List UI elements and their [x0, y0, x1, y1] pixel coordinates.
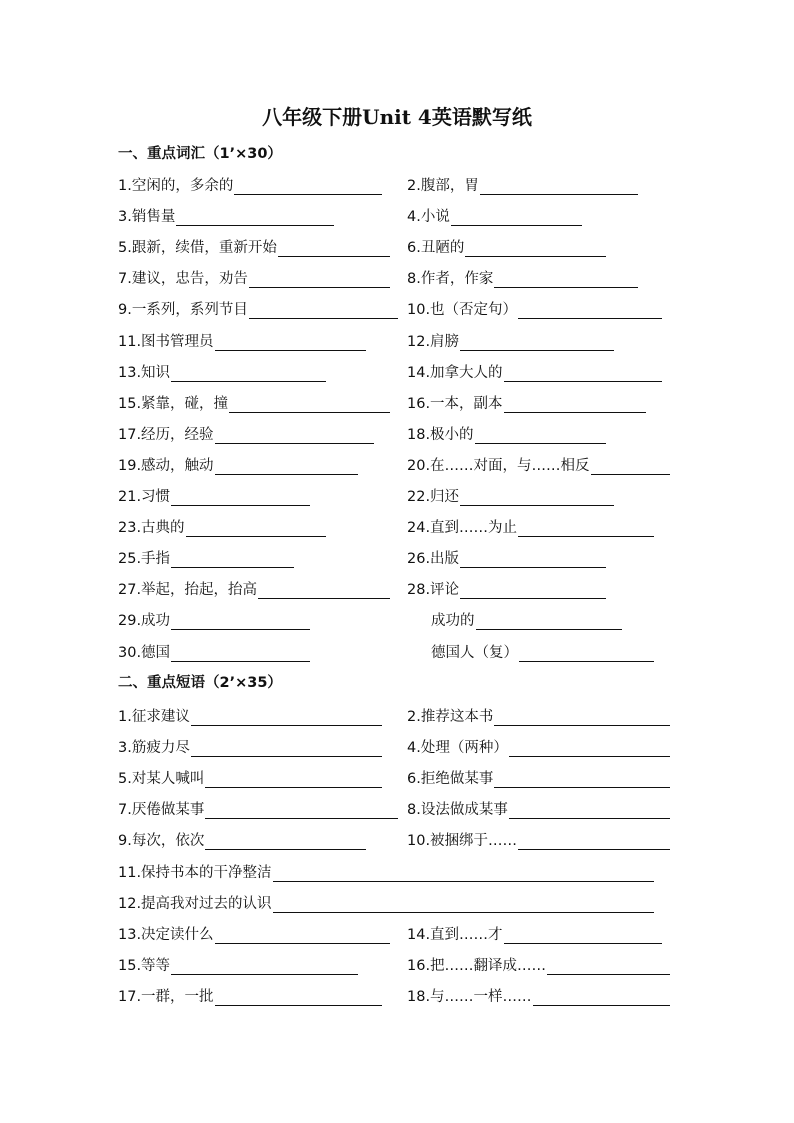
answer-blank[interactable]: [509, 802, 670, 819]
left-item: [118, 608, 310, 630]
answer-blank[interactable]: [171, 958, 358, 975]
right-item-label: 12.肩膀: [407, 333, 460, 350]
left-item-label: 30.德国: [118, 644, 171, 661]
answer-blank[interactable]: [234, 178, 382, 195]
right-item-label: 2.腹部，胃: [407, 178, 479, 194]
left-item: [118, 297, 398, 319]
left-item-label: 5.跟新，续借，重新开始: [118, 240, 277, 257]
answer-blank[interactable]: [518, 302, 662, 319]
answer-blank[interactable]: [273, 865, 654, 882]
left-item: [118, 515, 326, 537]
answer-blank[interactable]: [171, 551, 294, 568]
left-item-label: 25.手指: [118, 551, 171, 568]
answer-blank[interactable]: [460, 582, 606, 599]
right-item: [407, 953, 670, 975]
right-item-label: 14.直到……才: [407, 926, 503, 943]
answer-blank[interactable]: [494, 771, 670, 788]
right-item: [407, 922, 662, 944]
answer-blank[interactable]: [273, 896, 654, 913]
answer-blank[interactable]: [258, 582, 390, 599]
right-item: [407, 704, 670, 726]
answer-blank[interactable]: [278, 240, 390, 257]
answer-blank[interactable]: [451, 209, 582, 226]
right-item: [407, 546, 606, 568]
left-item-label: 19.感动，触动: [118, 457, 214, 474]
right-item: [407, 360, 662, 382]
left-item-label: 17.经历，经验: [118, 426, 214, 443]
left-item-label: 3.销售量: [118, 209, 176, 226]
left-item-label: 1.征求建议: [118, 709, 190, 725]
right-item: [407, 828, 670, 850]
right-item-label: 4.小说: [407, 209, 450, 226]
right-item: [407, 515, 654, 537]
full-item-label: 11.保持书本的干净整洁: [118, 864, 272, 881]
answer-blank[interactable]: [215, 458, 358, 475]
right-item-label: 德国人（复）: [431, 644, 518, 661]
answer-blank[interactable]: [533, 989, 670, 1006]
answer-blank[interactable]: [519, 645, 654, 662]
right-item-label: 6.拒绝做某事: [407, 771, 494, 788]
left-item-label: 23.古典的: [118, 520, 185, 537]
answer-blank[interactable]: [476, 613, 623, 630]
left-item-label: 13.知识: [118, 364, 171, 381]
right-item-label: 16.把……翻译成……: [407, 957, 547, 974]
answer-blank[interactable]: [171, 613, 310, 630]
right-item: [407, 297, 662, 319]
full-item: [118, 860, 654, 882]
right-item: [407, 453, 670, 475]
left-item: [118, 640, 310, 662]
left-item: [118, 546, 294, 568]
answer-blank[interactable]: [171, 489, 310, 506]
answer-blank[interactable]: [205, 771, 382, 788]
answer-blank[interactable]: [547, 958, 670, 975]
left-item: [118, 422, 374, 444]
left-item-label: 11.图书管理员: [118, 333, 214, 350]
right-item-label: 4.处理（两种）: [407, 740, 508, 757]
right-item-label: 16.一本，副本: [407, 395, 503, 412]
left-item-label: 9.一系列，系列节目: [118, 302, 248, 319]
right-item-label: 10.被捆绑于……: [407, 833, 518, 850]
answer-blank[interactable]: [494, 271, 638, 288]
right-item: [431, 608, 622, 630]
left-item: [118, 922, 390, 944]
right-item: [407, 266, 638, 288]
left-item: [118, 360, 326, 382]
answer-blank[interactable]: [509, 740, 670, 757]
answer-blank[interactable]: [186, 520, 326, 537]
answer-blank[interactable]: [191, 740, 382, 757]
right-item: [407, 577, 606, 599]
right-item-label: 20.在……对面，与……相反: [407, 457, 590, 474]
answer-blank[interactable]: [465, 240, 606, 257]
left-item-label: 29.成功: [118, 613, 171, 630]
answer-blank[interactable]: [171, 645, 310, 662]
right-item-label: 8.作者，作家: [407, 271, 494, 288]
answer-blank[interactable]: [480, 178, 638, 195]
right-item: [407, 797, 670, 819]
answer-blank[interactable]: [504, 396, 646, 413]
right-item: [407, 204, 582, 226]
right-item-label: 18.与……一样……: [407, 988, 532, 1005]
answer-blank[interactable]: [249, 302, 398, 319]
full-item-label: 12.提高我对过去的认识: [118, 895, 272, 912]
left-item: [118, 484, 310, 506]
left-item: [118, 204, 334, 226]
right-item: [407, 484, 614, 506]
left-item-label: 17.一群，一批: [118, 988, 214, 1005]
left-item: [118, 453, 358, 475]
left-item: [118, 735, 382, 757]
answer-blank[interactable]: [591, 458, 670, 475]
right-item: [407, 329, 614, 351]
left-item-label: 3.筋疲力尽: [118, 740, 190, 757]
right-item: [431, 640, 654, 662]
answer-blank[interactable]: [518, 520, 654, 537]
answer-blank[interactable]: [205, 802, 398, 819]
left-item: [118, 704, 382, 726]
right-item-label: 2.推荐这本书: [407, 709, 494, 725]
left-item-label: 5.对某人喊叫: [118, 771, 205, 788]
right-item-label: 10.也（否定句）: [407, 302, 518, 319]
answer-blank[interactable]: [504, 927, 662, 944]
left-item: [118, 266, 390, 288]
left-item-label: 15.紧靠，碰，撞: [118, 395, 229, 412]
answer-blank[interactable]: [460, 334, 614, 351]
left-item: [118, 766, 382, 788]
left-item-label: 21.习惯: [118, 489, 171, 505]
right-item: [407, 735, 670, 757]
right-item-label: 成功的: [431, 613, 475, 630]
left-item-label: 15.等等: [118, 957, 171, 974]
right-item-label: 28.评论: [407, 582, 460, 599]
left-item-label: 7.厌倦做某事: [118, 802, 205, 819]
answer-blank[interactable]: [215, 927, 390, 944]
left-item: [118, 828, 366, 850]
right-item-label: 6.丑陋的: [407, 240, 465, 257]
left-item: [118, 329, 366, 351]
page-title: 八年级下册Unit 4英语默写纸: [262, 105, 532, 129]
answer-blank[interactable]: [215, 989, 382, 1006]
left-item-label: 9.每次，依次: [118, 833, 205, 850]
answer-blank[interactable]: [460, 489, 614, 506]
answer-blank[interactable]: [215, 427, 374, 444]
right-item-label: 26.出版: [407, 551, 460, 568]
left-item: [118, 235, 390, 257]
left-item: [118, 953, 358, 975]
right-item-label: 18.极小的: [407, 426, 474, 443]
right-item: [407, 173, 638, 195]
answer-blank[interactable]: [215, 334, 366, 351]
right-item-label: 24.直到……为止: [407, 520, 518, 537]
left-item-label: 7.建议，忠告，劝告: [118, 271, 248, 288]
answer-blank[interactable]: [504, 365, 662, 382]
answer-blank[interactable]: [205, 833, 366, 850]
right-item: [407, 391, 646, 413]
right-item-label: 22.归还: [407, 489, 460, 505]
left-item: [118, 797, 398, 819]
left-item-label: 27.举起，抬起，抬高: [118, 582, 258, 599]
answer-blank[interactable]: [249, 271, 390, 288]
answer-blank[interactable]: [475, 427, 606, 444]
answer-blank[interactable]: [460, 551, 606, 568]
left-item-label: 1.空闲的，多余的: [118, 178, 234, 194]
left-item: [118, 577, 390, 599]
right-item: [407, 984, 670, 1006]
answer-blank[interactable]: [518, 833, 670, 850]
answer-blank[interactable]: [176, 209, 334, 226]
full-item: [118, 891, 654, 913]
answer-blank[interactable]: [191, 709, 382, 726]
right-item-label: 14.加拿大人的: [407, 364, 503, 381]
right-item-label: 8.设法做成某事: [407, 802, 508, 819]
left-item: [118, 984, 382, 1006]
right-item: [407, 766, 670, 788]
left-item: [118, 391, 390, 413]
left-item: [118, 173, 382, 195]
answer-blank[interactable]: [171, 365, 326, 382]
section-heading: 二、重点短语（2’×35）: [118, 675, 282, 691]
left-item-label: 13.决定读什么: [118, 926, 214, 943]
right-item: [407, 422, 606, 444]
answer-blank[interactable]: [229, 396, 390, 413]
answer-blank[interactable]: [494, 709, 670, 726]
right-item: [407, 235, 606, 257]
section-heading: 一、重点词汇（1’×30）: [118, 146, 282, 162]
